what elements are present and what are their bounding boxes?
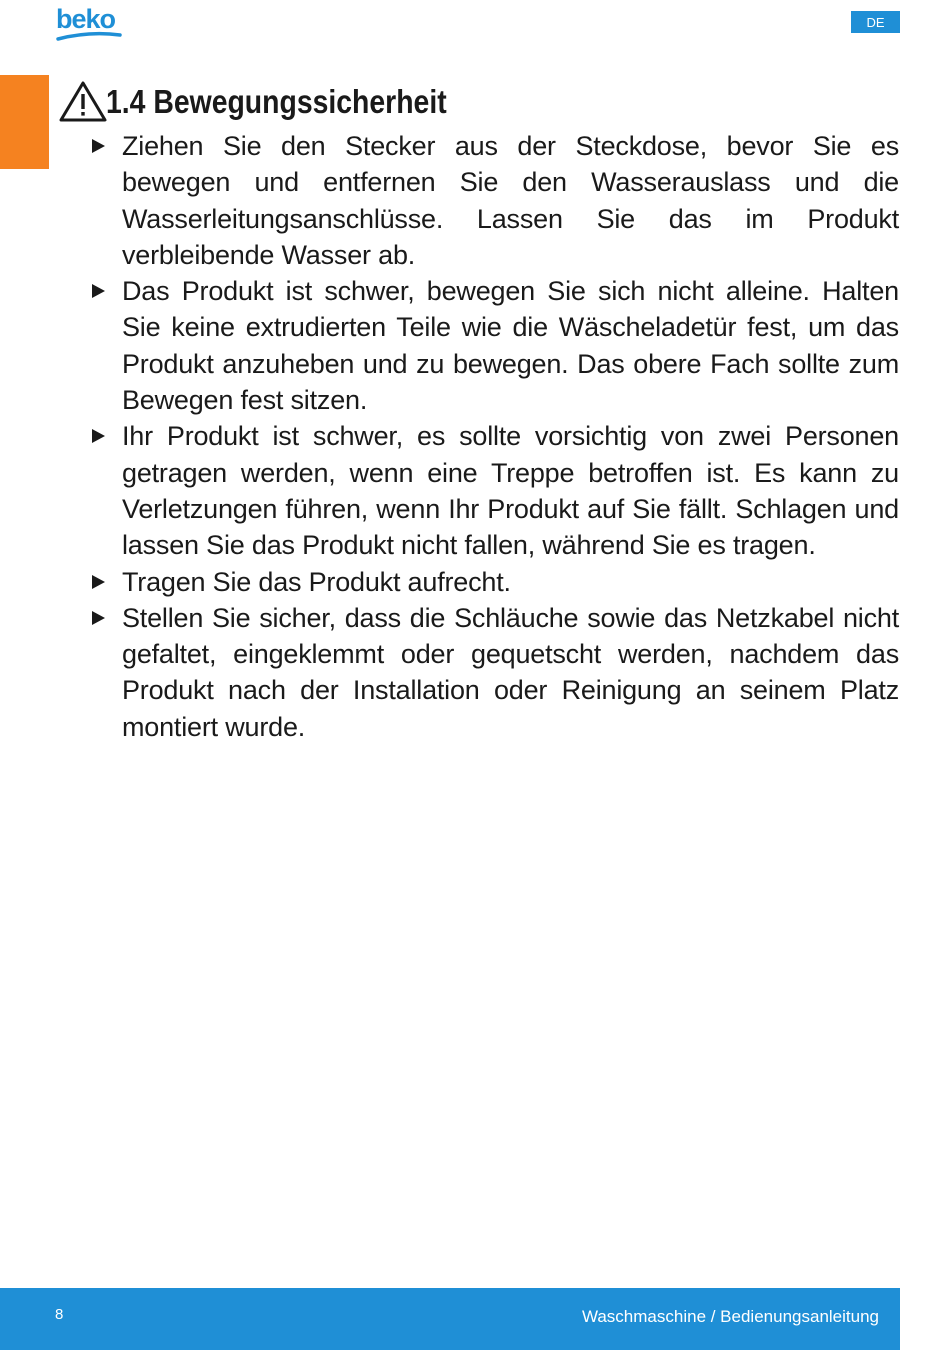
list-item <box>90 273 899 418</box>
logo-swoosh-icon <box>56 30 122 42</box>
section-title: 1.4 Bewegungssicherheit <box>106 83 447 120</box>
bullet-text: Ihr Produkt ist schwer, es sollte vorsichtig von zwei Personen getragen werden, wenn eine Treppe betroffen ist. Es kann zu Verletzungen führen, wenn Ihr Produkt auf Sie fällt. Schlagen und lassen Sie das Produkt nicht fallen, während Sie es tragen. <box>122 421 899 561</box>
list-item <box>90 128 899 273</box>
language-badge: DE <box>851 11 900 33</box>
bullet-text: Das Produkt ist schwer, bewegen Sie sich nicht alleine. Halten Sie keine extrudierten Teile wie die Wäscheladetür fest, um das Produkt anzuheben und zu bewegen. Das obere Fach sollte zum Bewegen fest sitzen. <box>122 276 899 416</box>
chapter-side-tab <box>0 75 49 169</box>
bullet-text: Stellen Sie sicher, dass die Schläuche sowie das Netzkabel nicht gefaltet, eingeklemmt oder gequetscht werden, nachdem das Produkt nach der Installation oder Reinigung an seinem Platz montiert wurde. <box>122 602 899 742</box>
page-footer <box>0 1288 900 1350</box>
bullet-arrow-icon <box>92 284 105 298</box>
bullet-arrow-icon <box>92 611 105 625</box>
document-title: Waschmaschine / Bedienungsanleitung <box>581 1307 879 1326</box>
list-item <box>90 600 899 745</box>
bullet-text: Tragen Sie das Produkt aufrecht. <box>122 566 511 597</box>
warning-triangle-icon <box>58 80 108 124</box>
list-item <box>90 564 899 600</box>
bullet-arrow-icon <box>92 575 105 589</box>
bullet-arrow-icon <box>92 429 105 443</box>
bullet-text: Ziehen Sie den Stecker aus der Steckdose, bevor Sie es bewegen und entfernen Sie den Wasserauslass und die Wasserleitungsanschlüsse. Lassen Sie das im Produkt verbleibende Wasser ab. <box>122 131 899 270</box>
safety-bullet-list <box>90 128 899 745</box>
section-heading <box>58 78 502 126</box>
beko-logo: beko <box>56 4 116 34</box>
bullet-arrow-icon <box>92 139 105 153</box>
page-number: 8 <box>55 1306 64 1323</box>
list-item <box>90 418 899 563</box>
